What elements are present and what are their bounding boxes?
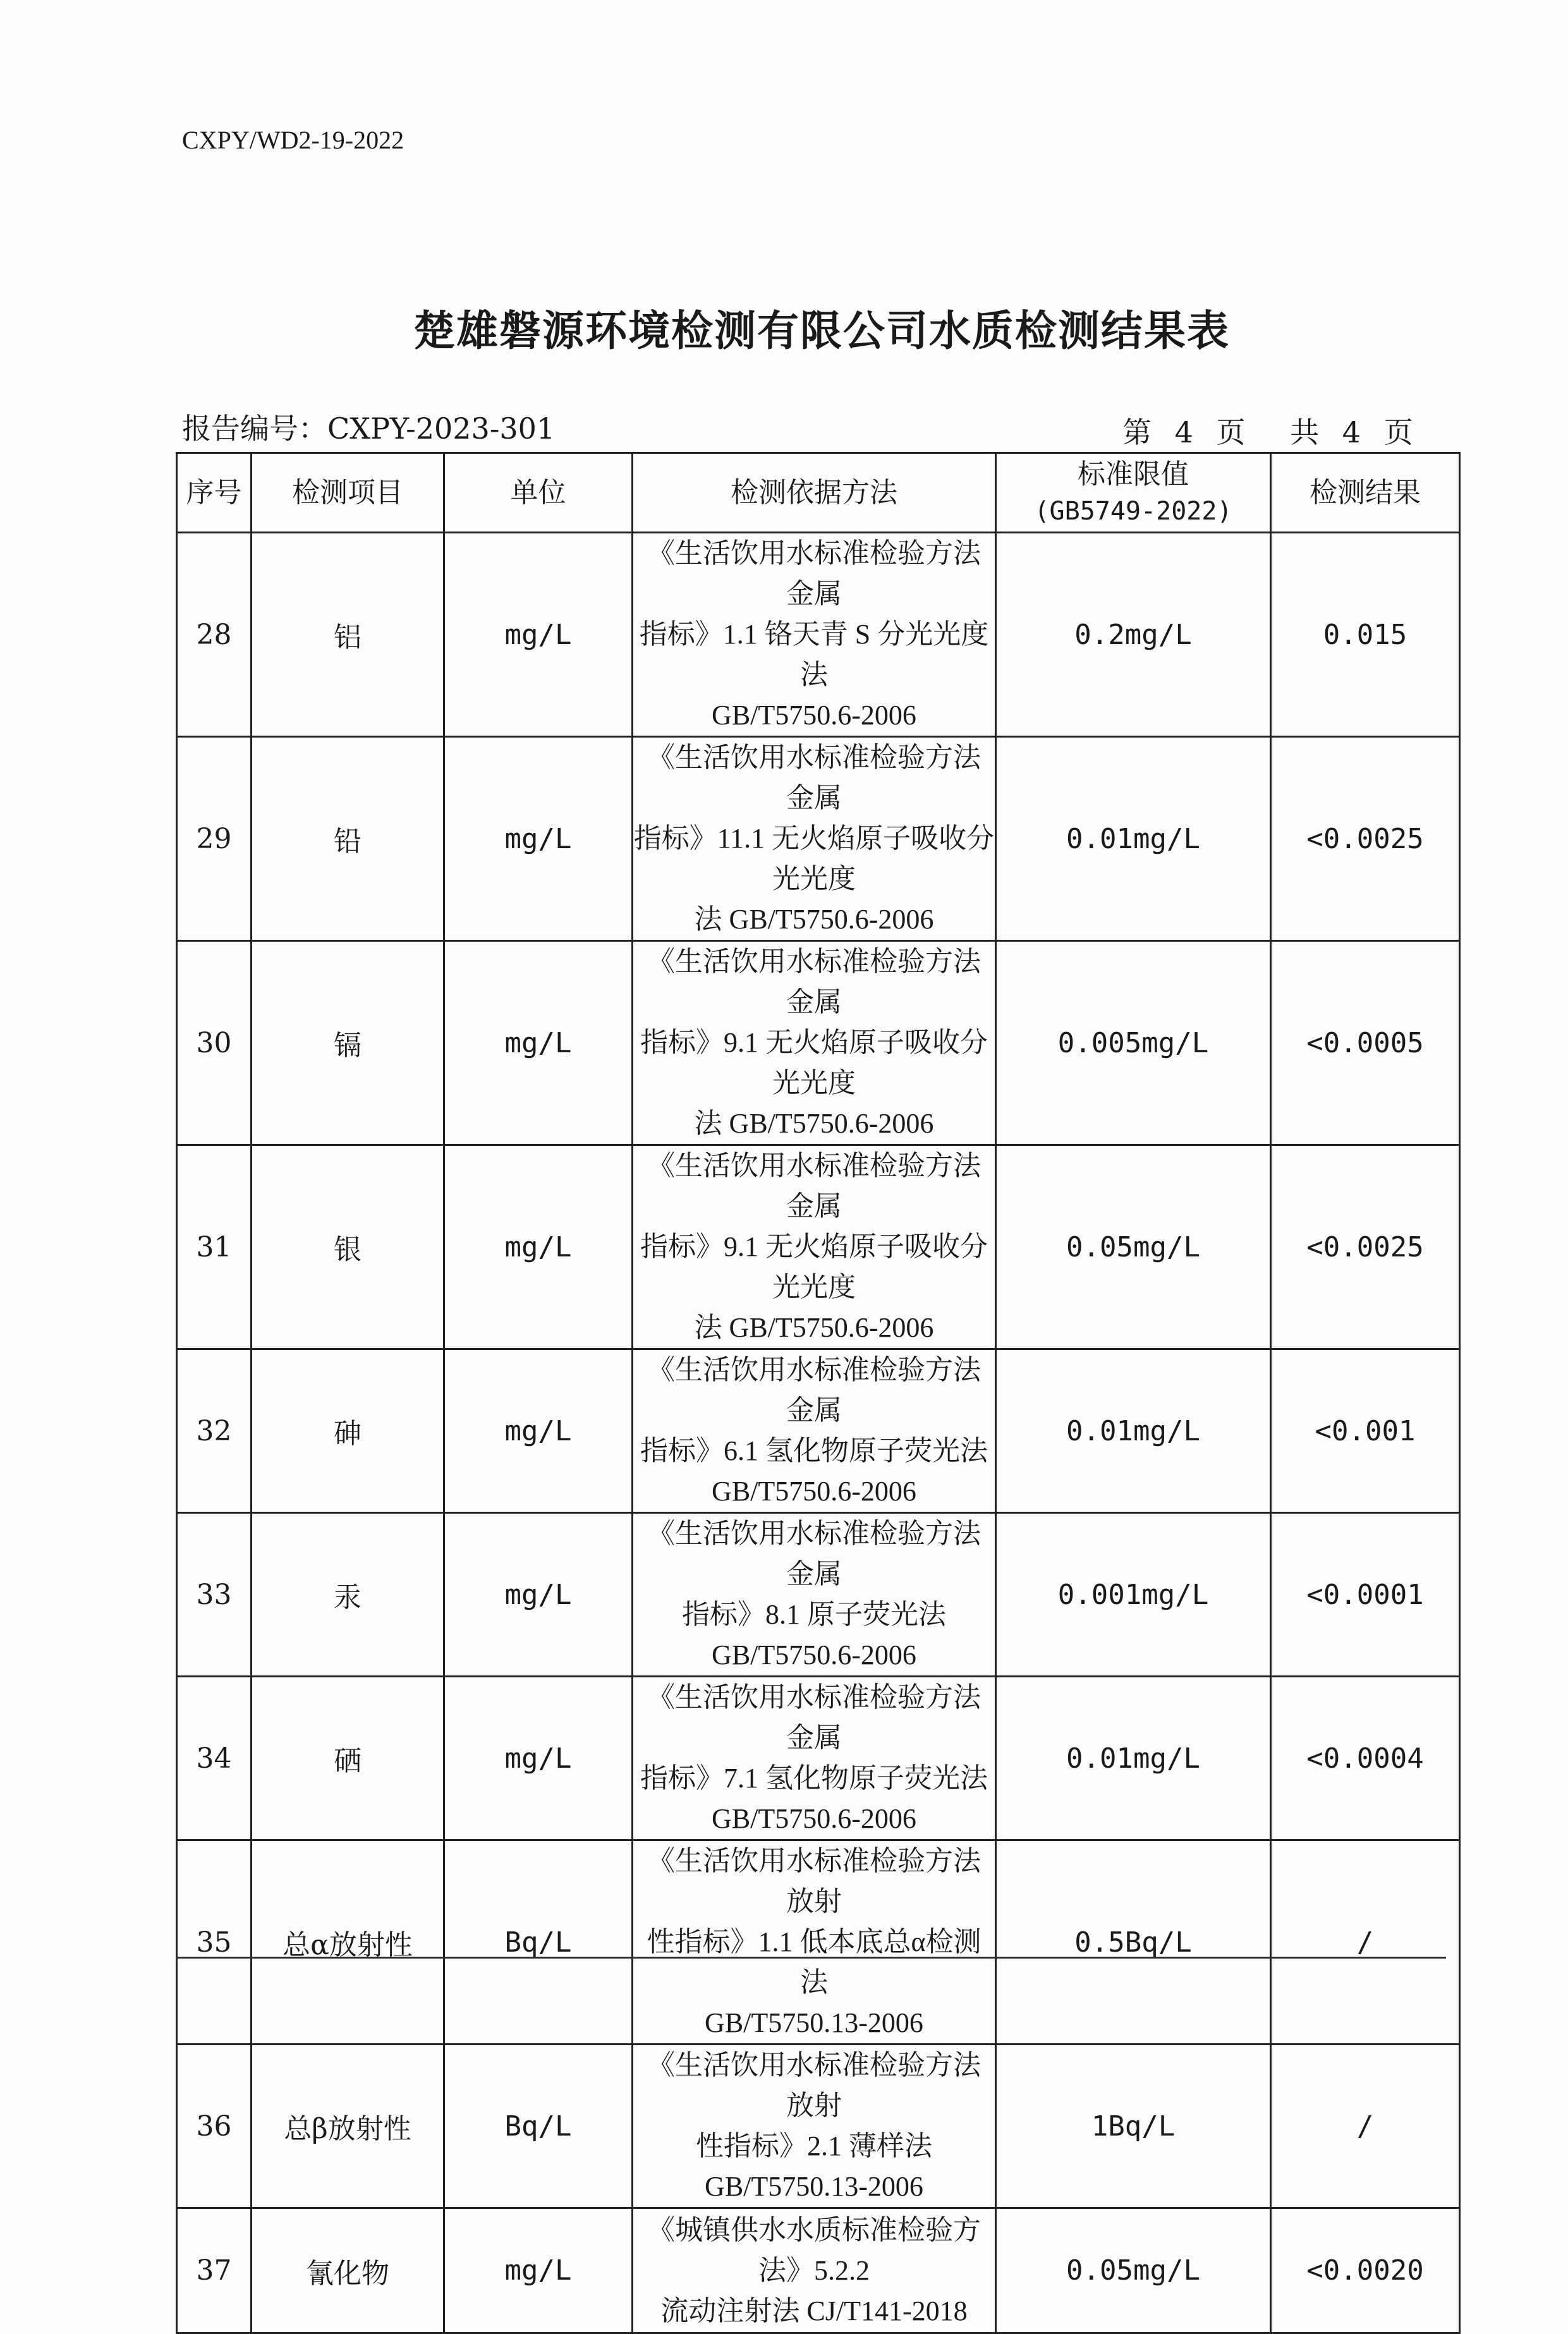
total-label: 共 xyxy=(1290,415,1320,449)
cell-result: <0.0001 xyxy=(1271,1513,1460,1677)
cell-method xyxy=(633,1513,1009,1677)
method-line: 指标》8.1 原子荧光法 xyxy=(682,1599,946,1630)
cell-unit: mg/L xyxy=(444,1145,633,1349)
cell-result: 0.015 xyxy=(1271,533,1460,737)
cell-limit: 0.001mg/L xyxy=(996,1513,1271,1677)
cell-limit: 0.05mg/L xyxy=(996,2208,1271,2333)
cell-seq: 29 xyxy=(177,737,252,941)
cell-seq: 28 xyxy=(177,533,252,737)
cell-limit: 0.01mg/L xyxy=(996,737,1271,941)
cell-seq: 31 xyxy=(177,1145,252,1349)
table-row xyxy=(177,737,1460,941)
cell-method xyxy=(633,737,1009,941)
method-line: GB/T5750.13-2006 xyxy=(705,2007,923,2038)
report-number: 报告编号：CXPY-2023-301 xyxy=(182,411,556,446)
method-line: GB/T5750.6-2006 xyxy=(712,1803,916,1834)
cell-item: 铝 xyxy=(252,533,444,737)
method-line: 法 GB/T5750.6-2006 xyxy=(694,1108,934,1139)
method-line: GB/T5750.6-2006 xyxy=(712,700,916,731)
cell-unit: mg/L xyxy=(444,1513,633,1677)
method-line: GB/T5750.6-2006 xyxy=(712,1476,916,1507)
cell-item: 汞 xyxy=(252,1513,444,1677)
table-row xyxy=(177,1840,1460,2045)
document-code: CXPY/WD2-19-2022 xyxy=(182,126,404,154)
page-current: 4 xyxy=(1174,415,1193,449)
cell-seq: 32 xyxy=(177,1349,252,1513)
table-row xyxy=(177,1145,1460,1349)
header-item: 检测项目 xyxy=(252,453,444,533)
table-row xyxy=(177,2208,1460,2333)
table-row xyxy=(177,1677,1460,1840)
cell-method xyxy=(633,941,1009,1145)
cell-item: 砷 xyxy=(252,1349,444,1513)
cell-item: 硒 xyxy=(252,1677,444,1840)
cell-result: <0.0004 xyxy=(1271,1677,1460,1840)
cell-unit: mg/L xyxy=(444,1677,633,1840)
method-line: 《生活饮用水标准检验方法 放射 xyxy=(647,1845,1009,1917)
cell-result: <0.0025 xyxy=(1271,737,1460,941)
method-line: 流动注射法 CJ/T141-2018 xyxy=(660,2295,968,2326)
cell-limit: 0.05mg/L xyxy=(996,1145,1271,1349)
header-limit xyxy=(996,453,1271,533)
method-line: 指标》9.1 无火焰原子吸收分光光度 xyxy=(640,1027,988,1098)
cell-seq: 36 xyxy=(177,2045,252,2208)
cell-unit: mg/L xyxy=(444,533,633,737)
header-method: 检测依据方法 xyxy=(633,453,996,533)
cell-limit: 1Bq/L xyxy=(996,2045,1271,2208)
cell-limit: 0.005mg/L xyxy=(996,941,1271,1145)
cell-item: 银 xyxy=(252,1145,444,1349)
page-total: 4 xyxy=(1342,415,1361,449)
results-table xyxy=(176,452,1461,2334)
cell-result: / xyxy=(1271,2045,1460,2208)
method-line: 《生活饮用水标准检验方法 金属 xyxy=(647,538,1009,609)
table-row xyxy=(177,1513,1460,1677)
method-line: 《生活饮用水标准检验方法 金属 xyxy=(647,1682,1009,1753)
cell-result: <0.0005 xyxy=(1271,941,1460,1145)
method-line: 指标》9.1 无火焰原子吸收分光光度 xyxy=(640,1231,988,1303)
table-row xyxy=(177,2045,1460,2208)
cell-item: 镉 xyxy=(252,941,444,1145)
method-line: 性指标》2.1 薄样法 GB/T5750.13-2006 xyxy=(696,2130,932,2202)
page-title: 楚雄磐源环境检测有限公司水质检测结果表 xyxy=(413,306,1230,355)
cell-seq: 34 xyxy=(177,1677,252,1840)
cell-method xyxy=(633,2208,996,2333)
cell-method xyxy=(633,1349,1009,1513)
cell-limit: 0.01mg/L xyxy=(996,1349,1271,1513)
table-header-row xyxy=(177,453,1460,533)
method-line: 《生活饮用水标准检验方法 金属 xyxy=(647,1150,1009,1222)
cell-method xyxy=(633,1145,1009,1349)
cell-unit: mg/L xyxy=(444,2208,633,2333)
cell-result: / xyxy=(1271,1840,1460,2045)
header-limit-line2: (GB5749-2022) xyxy=(1034,496,1232,526)
table-row xyxy=(177,533,1460,737)
method-line: GB/T5750.6-2006 xyxy=(712,1639,916,1670)
cell-item: 氰化物 xyxy=(252,2208,444,2333)
total-suffix: 页 xyxy=(1383,415,1413,449)
cell-result: <0.001 xyxy=(1271,1349,1460,1513)
cell-unit: mg/L xyxy=(444,941,633,1145)
cell-seq: 33 xyxy=(177,1513,252,1677)
cell-seq: 35 xyxy=(177,1840,252,2045)
cell-item: 铅 xyxy=(252,737,444,941)
method-line: 指标》7.1 氢化物原子荧光法 xyxy=(640,1763,988,1794)
cell-method xyxy=(633,533,1009,737)
header-seq: 序号 xyxy=(177,453,252,533)
cell-limit: 0.01mg/L xyxy=(996,1677,1271,1840)
cell-unit: Bq/L xyxy=(444,1840,633,2045)
cell-seq: 30 xyxy=(177,941,252,1145)
method-line: 《生活饮用水标准检验方法 放射 xyxy=(647,2050,1009,2121)
header-unit: 单位 xyxy=(444,453,633,533)
cell-method xyxy=(633,1677,1009,1840)
page-indicator xyxy=(1119,410,1417,451)
cell-method xyxy=(633,1840,1009,2045)
header-result: 检测结果 xyxy=(1271,453,1460,533)
footer-divider xyxy=(176,1957,1446,1959)
page-suffix: 页 xyxy=(1216,415,1246,449)
header-limit-line1: 标准限值 xyxy=(1078,458,1189,490)
cell-unit: mg/L xyxy=(444,737,633,941)
cell-limit: 0.2mg/L xyxy=(996,533,1271,737)
cell-item: 总β放射性 xyxy=(252,2045,444,2208)
cell-limit: 0.5Bq/L xyxy=(996,1840,1271,2045)
cell-method xyxy=(633,2045,1009,2208)
table-row xyxy=(177,941,1460,1145)
cell-unit: mg/L xyxy=(444,1349,633,1513)
method-line: 《生活饮用水标准检验方法 金属 xyxy=(647,1354,1009,1426)
method-line: 《生活饮用水标准检验方法 金属 xyxy=(647,1518,1009,1589)
page-label: 第 xyxy=(1122,415,1152,449)
cell-item: 总α放射性 xyxy=(252,1840,444,2045)
cell-result: <0.0020 xyxy=(1271,2208,1460,2333)
method-line: 法 GB/T5750.6-2006 xyxy=(694,904,934,935)
method-line: 《生活饮用水标准检验方法 金属 xyxy=(647,946,1009,1018)
method-line: 《城镇供水水质标准检验方法》5.2.2 xyxy=(647,2214,981,2286)
cell-seq: 37 xyxy=(177,2208,252,2333)
method-line: 性指标》1.1 低本底总α检测法 xyxy=(647,1926,982,1998)
method-line: 指标》6.1 氢化物原子荧光法 xyxy=(640,1435,988,1466)
cell-result: <0.0025 xyxy=(1271,1145,1460,1349)
method-line: 指标》1.1 铬天青 S 分光光度法 xyxy=(639,619,989,690)
method-line: 法 GB/T5750.6-2006 xyxy=(694,1312,934,1343)
method-line: 指标》11.1 无火焰原子吸收分光光度 xyxy=(633,823,995,894)
cell-unit: Bq/L xyxy=(444,2045,633,2208)
method-line: 《生活饮用水标准检验方法 金属 xyxy=(647,742,1009,813)
table-row xyxy=(177,1349,1460,1513)
